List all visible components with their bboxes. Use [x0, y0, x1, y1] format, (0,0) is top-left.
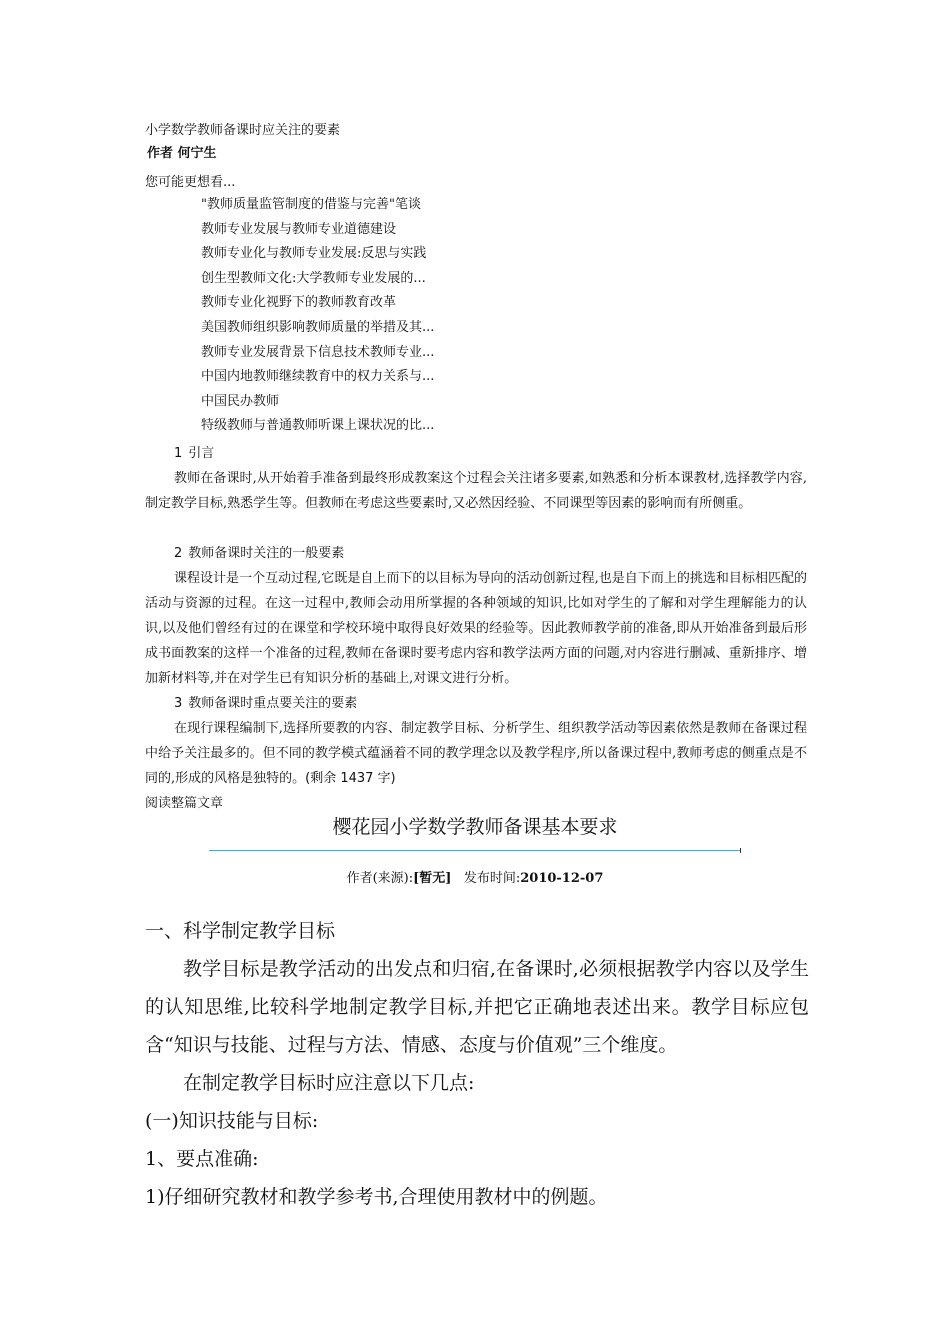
- related-link[interactable]: 中国民办教师: [201, 393, 280, 409]
- read-full-article-link[interactable]: 阅读整篇文章: [145, 796, 224, 811]
- meta-author-value: [暂无]: [413, 871, 452, 886]
- section-heading: [174, 441, 214, 466]
- doc-subheading: (一)知识技能与目标:: [145, 1110, 319, 1132]
- related-link[interactable]: 教师专业发展与教师专业道德建设: [201, 221, 397, 237]
- article-title: 小学数学教师备课时应关注的要素: [145, 123, 341, 138]
- meta-author-label: 作者(来源):: [346, 871, 414, 886]
- related-link[interactable]: 创生型教师文化:大学教师专业发展的...: [201, 270, 426, 286]
- meta-date-label: 发布时间:: [463, 871, 521, 886]
- document-title: 樱花园小学数学教师备课基本要求: [332, 816, 618, 838]
- related-link[interactable]: "教师质量监管制度的借鉴与完善"笔谈: [201, 197, 421, 212]
- section-number: 3: [174, 696, 183, 711]
- related-link[interactable]: 教师专业化视野下的教师教育改革: [201, 295, 397, 311]
- document-meta: [0, 866, 950, 891]
- title-divider: [209, 850, 741, 851]
- doc-subheading: 1、要点准确:: [145, 1148, 259, 1170]
- meta-date-value: 2010-12-07: [520, 871, 604, 886]
- doc-paragraph: 在制定教学目标时应注意以下几点:: [183, 1072, 475, 1094]
- related-list: [201, 193, 434, 439]
- related-link[interactable]: 中国内地教师继续教育中的权力关系与...: [201, 369, 435, 385]
- section-heading: [174, 541, 344, 566]
- related-link[interactable]: 教师专业化与教师专业发展:反思与实践: [201, 246, 427, 262]
- related-link[interactable]: 特级教师与普通教师听课上课状况的比...: [201, 418, 435, 434]
- section-title: 教师备课时重点要关注的要素: [188, 696, 358, 711]
- section-paragraph: 课程设计是一个互动过程,它既是自上而下的以目标为导向的活动创新过程,也是自下而上的挑选和目标相匹配的活动与资源的过程。在这一过程中,教师会动用所掌握的各种领域的知识,比如对学生的了解和对学生理解能力的认识,以及他们曾经有过的在课堂和学校环境中取得良好效果的经验等。因此教师教学前的准备,即从开始准备到最后形成书面教案的这样一个准备的过程,教师在备课时要考虑内容和教学法两方面的问题,对内容进行删减、重新排序、增加新材料等,并在对学生已有知识分析的基础上,对课文进行分析。: [145, 571, 807, 686]
- doc-paragraph: 教学目标是教学活动的出发点和归宿,在备课时,必须根据教学内容以及学生的认知思维,比较科学地制定教学目标,并把它正确地表述出来。教学目标应包含“知识与技能、过程与方法、情感、态度与价值观”三个维度。: [145, 958, 809, 1056]
- related-link[interactable]: 教师专业发展背景下信息技术教师专业...: [201, 344, 435, 360]
- section-number: 1: [174, 446, 183, 461]
- doc-heading: 一、科学制定教学目标: [145, 920, 336, 942]
- section-heading: [174, 691, 357, 716]
- section-title: 教师备课时关注的一般要素: [188, 546, 345, 561]
- article-author: 作者 何宁生: [147, 146, 217, 161]
- section-text: 在现行课程编制下,选择所要教的内容、制定教学目标、分析学生、组织教学活动等因素依然是教师在备课过程中给予关注最多的。但不同的教学模式蕴涵着不同的教学理念以及教学程序,所以备课过程中,教师考虑的侧重点是不同的,形成的风格是独特的。: [145, 721, 807, 786]
- remaining-count: (剩余 1437 字): [305, 771, 396, 786]
- section-title: 引言: [188, 446, 215, 461]
- divider-end-mark: [740, 848, 741, 853]
- section-paragraph: 教师在备课时,从开始着手准备到最终形成教案这个过程会关注诸多要素,如熟悉和分析本课教材,选择教学内容,制定教学目标,熟悉学生等。但教师在考虑这些要素时,又必然因经验、不同课型等因素的影响而有所侧重。: [145, 471, 807, 511]
- related-link[interactable]: 美国教师组织影响教师质量的举措及其...: [201, 319, 435, 335]
- section-paragraph: [145, 716, 807, 791]
- section-number: 2: [174, 546, 183, 561]
- doc-line: 1)仔细研究教材和教学参考书,合理使用教材中的例题。: [145, 1186, 608, 1208]
- related-heading: 您可能更想看...: [145, 175, 236, 190]
